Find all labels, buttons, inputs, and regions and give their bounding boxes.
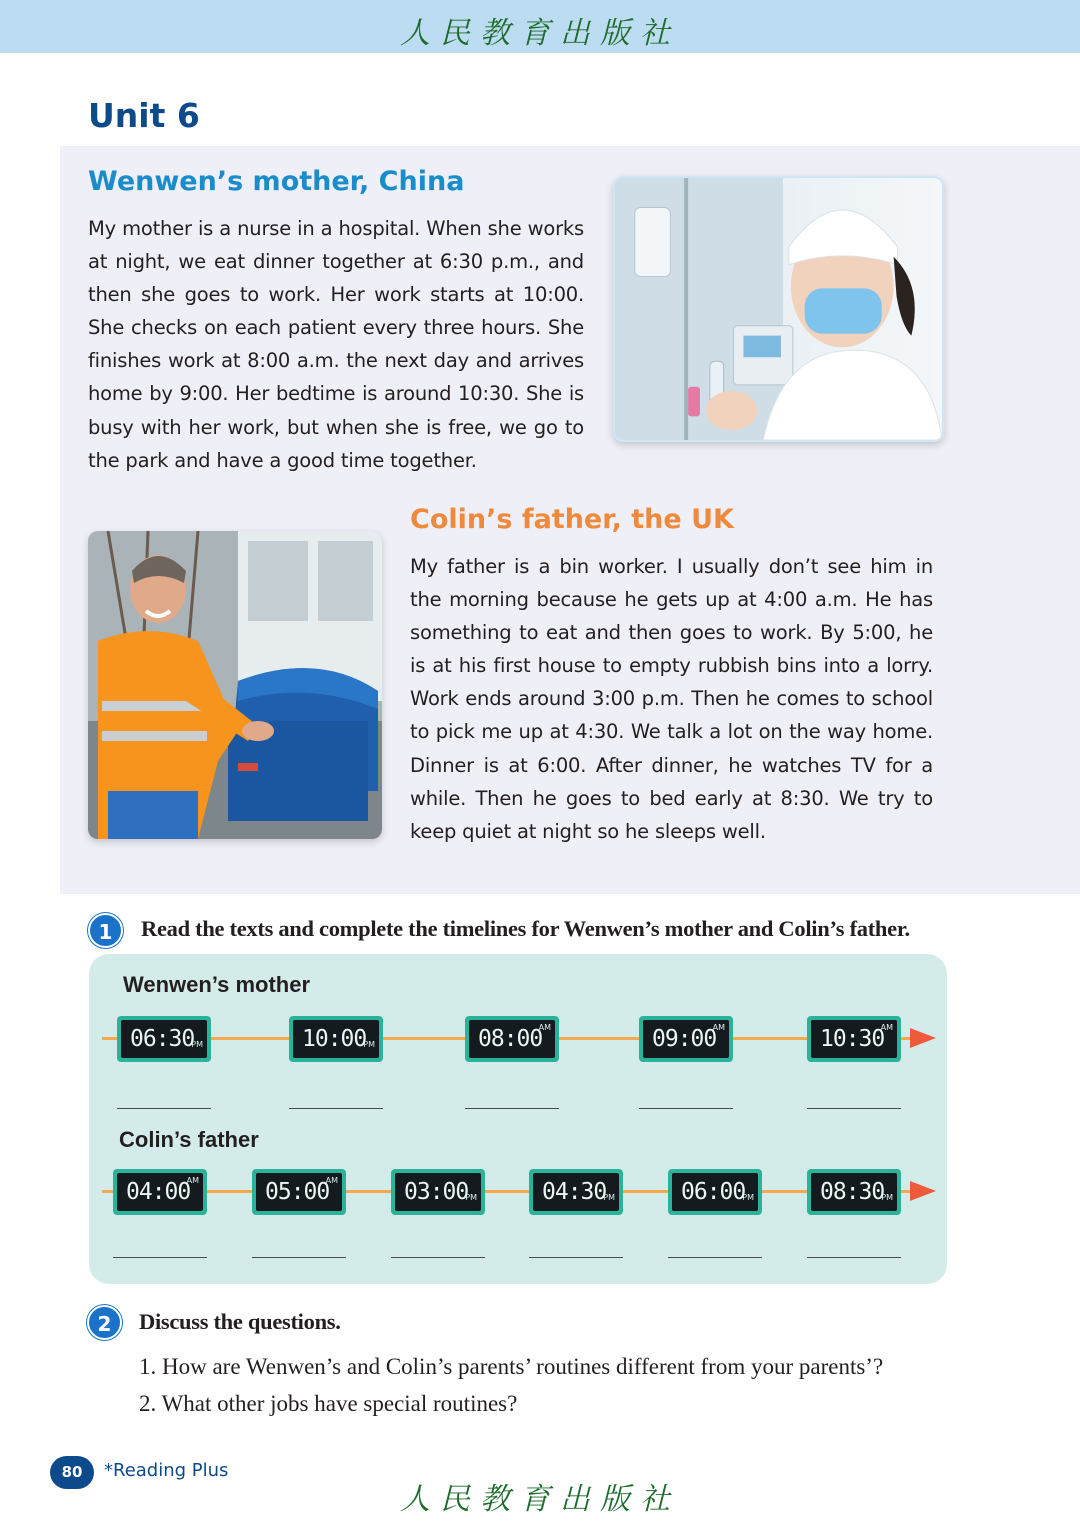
clock-time: 09:00 xyxy=(652,1026,717,1052)
clock-display xyxy=(668,1169,762,1215)
clock-ampm: AM xyxy=(880,1023,893,1032)
father-timeline-line xyxy=(102,1190,912,1193)
clock-time: 10:30 xyxy=(820,1026,885,1052)
exercise-2-instruction: Discuss the questions. xyxy=(139,1309,341,1334)
publisher-logo-top: 人民教育出版社 xyxy=(400,16,680,51)
answer-blank[interactable] xyxy=(465,1108,559,1109)
answer-blank[interactable] xyxy=(391,1257,485,1258)
clock-time: 10:00 xyxy=(302,1026,367,1052)
answer-blank[interactable] xyxy=(117,1108,211,1109)
clock-ampm: AM xyxy=(538,1023,551,1032)
exercise-1-badge: 1 xyxy=(88,913,123,948)
clock-display xyxy=(113,1169,207,1215)
mother-timeline-label: Wenwen’s mother xyxy=(123,972,311,997)
clock-time: 04:30 xyxy=(542,1179,607,1205)
clock-ampm: PM xyxy=(191,1040,203,1049)
clock-ampm: PM xyxy=(363,1040,375,1049)
clock-display xyxy=(639,1016,733,1062)
question-item: 2. What other jobs have special routines? xyxy=(139,1391,518,1416)
clock-ampm: PM xyxy=(603,1193,615,1202)
wenwen-text: My mother is a nurse in a hospital. When she works at night, we eat dinner together at 6:30 p.m., and then she goes to work. Her work starts at 10:00. She checks on each patient every three hours. She finishes work at 8:00 a.m. the next day and arrives home by 9:00. Her bedtime is around 10:30. She is busy with her work, but when she is free, we go to the park and have a good time together. xyxy=(88,217,584,472)
page-number: 80 xyxy=(50,1456,94,1489)
clock-ampm: AM xyxy=(186,1176,199,1185)
answer-blank[interactable] xyxy=(639,1108,733,1109)
timeline-panel xyxy=(89,954,947,1284)
colin-text: My father is a bin worker. I usually don’t see him in the morning because he gets up at 4:00 a.m. He has something to eat and then goes to work. By 5:00, he is at his first house to empty rubbish bins into a lorry. Work ends around 3:00 p.m. Then he comes to school to pick me up at 4:30. We talk a lot on the way home. Dinner is at 6:00. After dinner, he watches TV for a while. Then he goes to bed early at 8:30. We try to keep quiet at night so he sleeps well. xyxy=(410,555,933,843)
answer-blank[interactable] xyxy=(668,1257,762,1258)
unit-title: Unit 6 xyxy=(88,96,200,135)
clock-ampm: PM xyxy=(465,1193,477,1202)
clock-display xyxy=(465,1016,559,1062)
clock-ampm: PM xyxy=(881,1193,893,1202)
clock-display xyxy=(252,1169,346,1215)
clock-display xyxy=(289,1016,383,1062)
clock-time: 05:00 xyxy=(265,1179,330,1205)
nurse-photo xyxy=(613,176,944,442)
answer-blank[interactable] xyxy=(807,1108,901,1109)
clock-ampm: AM xyxy=(712,1023,725,1032)
father-timeline-label: Colin’s father xyxy=(119,1127,259,1152)
clock-time: 08:00 xyxy=(478,1026,543,1052)
question-item: 1. How are Wenwen’s and Colin’s parents’ routines different from your parents’? xyxy=(139,1354,884,1379)
footer-label: *Reading Plus xyxy=(104,1460,229,1481)
bin-worker-photo xyxy=(88,531,382,839)
clock-display xyxy=(391,1169,485,1215)
exercise-2-badge: 2 xyxy=(87,1305,122,1340)
clock-ampm: PM xyxy=(742,1193,754,1202)
clock-time: 03:00 xyxy=(404,1179,469,1205)
clock-ampm: AM xyxy=(325,1176,338,1185)
exercise-1-instruction: Read the texts and complete the timelines for Wenwen’s mother and Colin’s father. xyxy=(141,916,910,941)
answer-blank[interactable] xyxy=(529,1257,623,1258)
clock-display xyxy=(807,1016,901,1062)
answer-blank[interactable] xyxy=(807,1257,901,1258)
publisher-logo-bottom: 人民教育出版社 xyxy=(400,1482,680,1517)
clock-time: 08:30 xyxy=(820,1179,885,1205)
clock-display xyxy=(117,1016,211,1062)
arrow-right-icon xyxy=(910,1181,936,1201)
clock-time: 04:00 xyxy=(126,1179,191,1205)
colin-heading: Colin’s father, the UK xyxy=(410,504,734,535)
clock-display xyxy=(529,1169,623,1215)
answer-blank[interactable] xyxy=(252,1257,346,1258)
answer-blank[interactable] xyxy=(289,1108,383,1109)
answer-blank[interactable] xyxy=(113,1257,207,1258)
arrow-right-icon xyxy=(910,1028,936,1048)
clock-display xyxy=(807,1169,901,1215)
wenwen-heading: Wenwen’s mother, China xyxy=(88,166,465,197)
clock-time: 06:30 xyxy=(130,1026,195,1052)
discussion-questions xyxy=(139,1348,883,1422)
clock-time: 06:00 xyxy=(681,1179,746,1205)
